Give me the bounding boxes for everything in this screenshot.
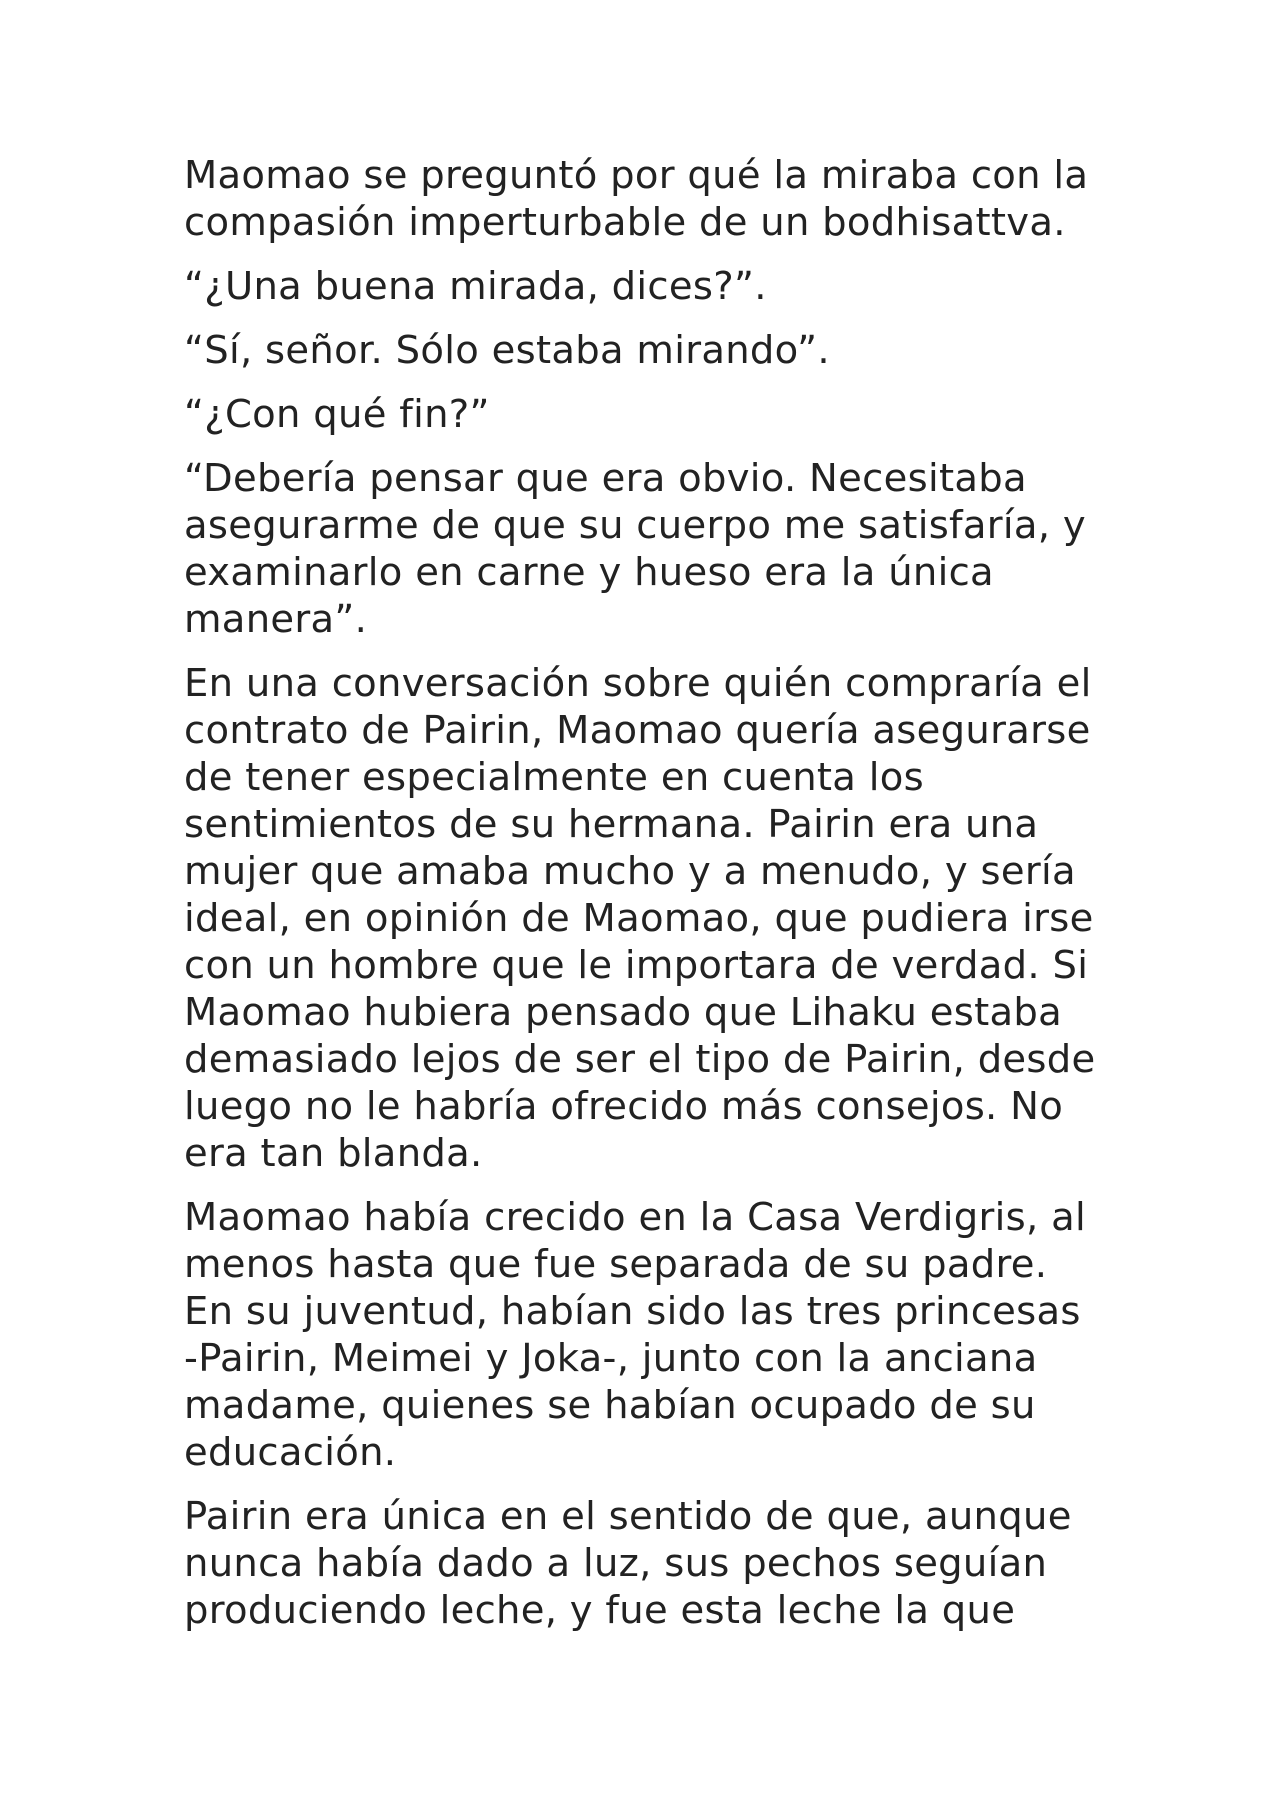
text-line: mujer que amaba mucho y a menudo, y sería xyxy=(184,849,1076,894)
text-line: luego no le habría ofrecido más consejos. No xyxy=(184,1084,1064,1129)
text-line: produciendo leche, y fue esta leche la que xyxy=(184,1588,1016,1633)
text-line: contrato de Pairin, Maomao quería asegurarse xyxy=(184,708,1091,753)
text-line: manera”. xyxy=(184,597,368,642)
text-line: “¿Con qué fin?” xyxy=(184,392,490,437)
text-line: “Debería pensar que era obvio. Necesitaba xyxy=(184,456,1027,501)
text-line: -Pairin, Meimei y Joka-, junto con la anciana xyxy=(184,1336,1038,1381)
paragraph xyxy=(184,1493,1114,1634)
text-line: era tan blanda. xyxy=(184,1131,483,1176)
text-line: nunca había dado a luz, sus pechos seguían xyxy=(184,1541,1048,1586)
page-body-text xyxy=(184,152,1114,1651)
text-line: Pairin era única en el sentido de que, aunque xyxy=(184,1494,1072,1539)
text-line: examinarlo en carne y hueso era la única xyxy=(184,550,994,595)
text-line: En una conversación sobre quién compraría el xyxy=(184,661,1092,706)
text-line: asegurarme de que su cuerpo me satisfaría, y xyxy=(184,503,1086,548)
paragraph xyxy=(184,1194,1114,1476)
text-line: demasiado lejos de ser el tipo de Pairin, desde xyxy=(184,1037,1096,1082)
text-line: “Sí, señor. Sólo estaba mirando”. xyxy=(184,328,830,373)
paragraph xyxy=(184,263,1114,310)
paragraph xyxy=(184,391,1114,438)
text-line: Maomao se preguntó por qué la miraba con la xyxy=(184,153,1089,198)
text-line: En su juventud, habían sido las tres princesas xyxy=(184,1289,1081,1334)
text-line: sentimientos de su hermana. Pairin era una xyxy=(184,802,1039,847)
text-line: ideal, en opinión de Maomao, que pudiera irse xyxy=(184,896,1094,941)
text-line: madame, quienes se habían ocupado de su xyxy=(184,1383,1036,1428)
paragraph xyxy=(184,327,1114,374)
text-line: de tener especialmente en cuenta los xyxy=(184,755,924,800)
text-line: Maomao había crecido en la Casa Verdigris, al xyxy=(184,1195,1086,1240)
paragraph xyxy=(184,152,1114,246)
paragraph xyxy=(184,660,1114,1177)
paragraph xyxy=(184,455,1114,643)
text-line: Maomao hubiera pensado que Lihaku estaba xyxy=(184,990,1063,1035)
text-line: “¿Una buena mirada, dices?”. xyxy=(184,264,767,309)
text-line: educación. xyxy=(184,1430,397,1475)
text-line: compasión imperturbable de un bodhisattva. xyxy=(184,200,1066,245)
text-line: con un hombre que le importara de verdad. Si xyxy=(184,943,1089,988)
text-line: menos hasta que fue separada de su padre. xyxy=(184,1242,1048,1287)
